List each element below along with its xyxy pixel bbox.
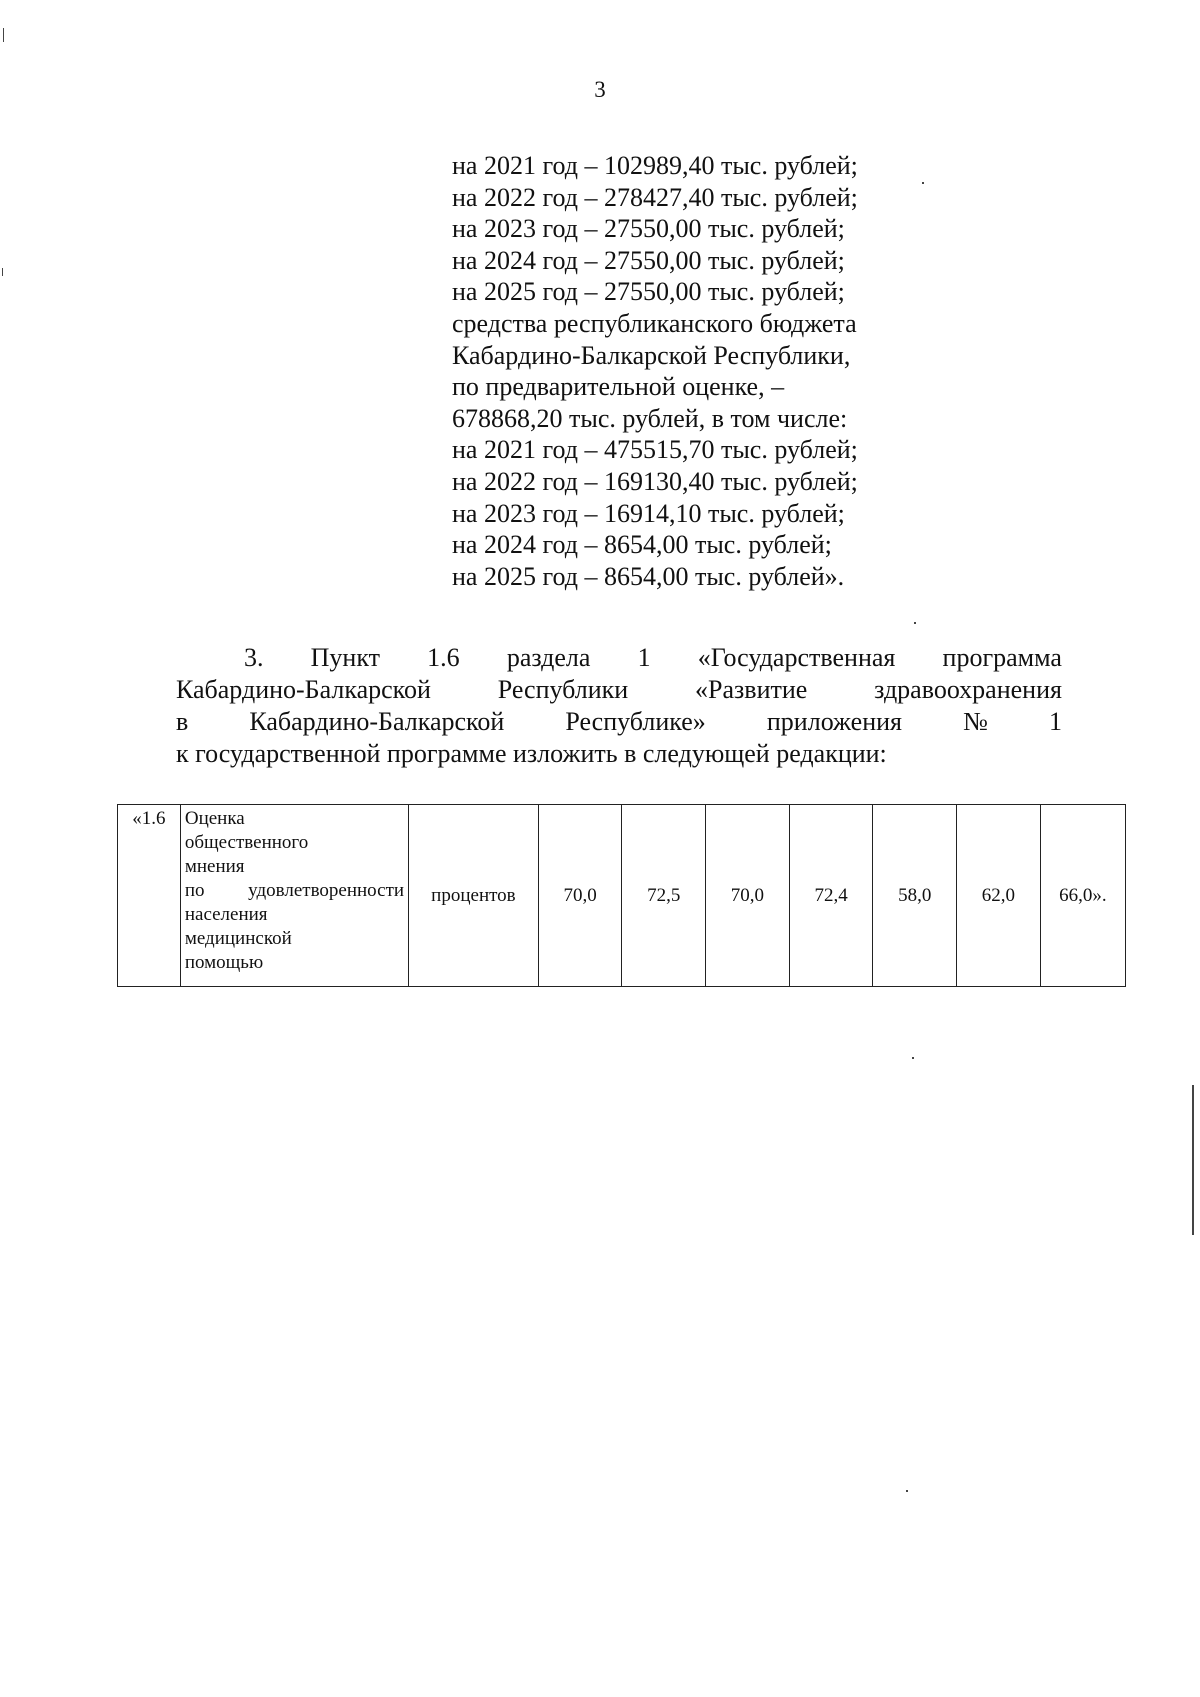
paragraph-line [176, 706, 1062, 738]
unit-cell: процентов [409, 805, 539, 987]
indicator-name-line: мнения [184, 856, 245, 877]
paragraph-word: «Развитие [695, 675, 808, 704]
indicator-name-line: помощью [184, 952, 264, 973]
value-cell: 72,5 [622, 805, 706, 987]
indicator-name-line: населения [184, 904, 268, 925]
scan-dust-mark [906, 1490, 908, 1492]
funding-block [452, 150, 1012, 592]
paragraph-word: приложения [766, 707, 902, 736]
indicator-name-line: Оценка [184, 808, 245, 829]
funding-line: по предварительной оценке, – [452, 372, 785, 402]
scan-dust-mark [912, 1057, 914, 1059]
paragraph-word: «Государственная [697, 643, 896, 672]
funding-line: на 2021 год – 475515,70 тыс. рублей; [452, 435, 858, 465]
paragraph-word: Республики [497, 675, 629, 704]
scan-dust-mark [922, 182, 924, 184]
funding-line: средства республиканского бюджета [452, 308, 857, 338]
scan-edge-mark [3, 28, 4, 42]
funding-line: Кабардино-Балкарской Республики, [452, 340, 851, 370]
indicator-name-word: по [184, 880, 205, 901]
paragraph-word: № [963, 707, 988, 736]
value-cell: 66,0». [1040, 805, 1125, 987]
value-cell: 58,0 [873, 805, 957, 987]
paragraph-3 [176, 642, 1062, 770]
indicator-number-cell: «1.6 [118, 805, 181, 987]
funding-line: на 2024 год – 27550,00 тыс. рублей; [452, 245, 845, 275]
value-cell: 62,0 [957, 805, 1041, 987]
paragraph-word: Республике» [565, 707, 706, 736]
funding-line: на 2021 год – 102989,40 тыс. рублей; [452, 151, 858, 180]
value-cell: 70,0 [538, 805, 622, 987]
paragraph-word: 1 [1049, 707, 1062, 736]
paragraph-word: в [176, 707, 189, 736]
paragraph-word: Кабардино-Балкарской [249, 707, 505, 736]
paragraph-word: 1 [637, 643, 651, 672]
funding-line: на 2025 год – 8654,00 тыс. рублей». [452, 561, 845, 591]
value-cell: 72,4 [789, 805, 873, 987]
paragraph-word: 1.6 [427, 643, 460, 672]
paragraph-word: программа [942, 643, 1062, 672]
paragraph-word: раздела [506, 643, 591, 672]
paragraph-line [176, 674, 1062, 706]
value-cell: 70,0 [706, 805, 790, 987]
funding-line: на 2024 год – 8654,00 тыс. рублей; [452, 530, 832, 560]
paragraph-line: к государственной программе изложить в следующей редакции: [176, 739, 887, 768]
page-number: 3 [594, 77, 606, 102]
paragraph-line [176, 642, 1062, 674]
scan-dust-mark [914, 622, 916, 624]
paragraph-word: здравоохранения [874, 675, 1062, 704]
scan-edge-mark [1192, 1085, 1194, 1235]
funding-line: 678868,20 тыс. рублей, в том числе: [452, 403, 848, 433]
paragraph-word: 3. [244, 643, 264, 672]
paragraph-word: Кабардино-Балкарской [176, 675, 431, 704]
indicator-name-line [185, 879, 404, 903]
indicator-table [117, 804, 1126, 987]
funding-line: на 2022 год – 169130,40 тыс. рублей; [452, 466, 858, 496]
funding-line: на 2025 год – 27550,00 тыс. рублей; [452, 277, 845, 307]
indicator-name-cell [180, 805, 408, 987]
indicator-name-line: общественного [184, 832, 309, 853]
scan-edge-mark [2, 268, 3, 276]
funding-line: на 2022 год – 278427,40 тыс. рублей; [452, 182, 858, 212]
table-row [118, 805, 1126, 987]
funding-line: на 2023 год – 16914,10 тыс. рублей; [452, 498, 845, 528]
indicator-name-word: удовлетворенности [248, 880, 405, 901]
paragraph-word: Пункт [310, 643, 380, 672]
indicator-name-line: медицинской [184, 928, 292, 949]
funding-line: на 2023 год – 27550,00 тыс. рублей; [452, 214, 845, 244]
